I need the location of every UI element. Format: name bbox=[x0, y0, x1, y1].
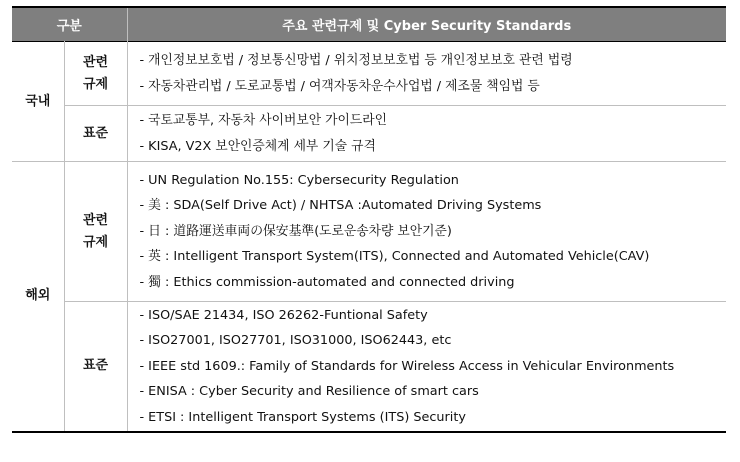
category-label-line: 관련 bbox=[82, 54, 109, 70]
category-label-line: 규제 bbox=[82, 76, 109, 92]
item-list bbox=[140, 108, 727, 159]
list-item: - ISO27001, ISO27701, ISO31000, ISO62443, etc bbox=[139, 333, 452, 348]
category-law bbox=[64, 162, 127, 302]
list-item: - ENISA : Cyber Security and Resilience of smart cars bbox=[139, 384, 479, 399]
content-cell bbox=[127, 42, 726, 106]
region-overseas: 해외 bbox=[12, 162, 64, 432]
list-item: - 英 : Intelligent Transport System(ITS), Connected and Automated Vehicle(CAV) bbox=[139, 249, 650, 265]
category-standard bbox=[64, 302, 127, 432]
content-cell bbox=[127, 162, 726, 302]
category-law bbox=[64, 42, 127, 106]
region-domestic: 국내 bbox=[12, 42, 64, 162]
content-cell bbox=[127, 106, 726, 162]
item-list bbox=[140, 48, 727, 99]
header-content: 주요 관련규제 및 Cyber Security Standards bbox=[127, 7, 726, 42]
content-cell bbox=[127, 302, 726, 432]
overseas-law-row bbox=[12, 162, 726, 302]
list-item: - 日 : 道路運送車両の保安基準(도로운송차량 보안기준) bbox=[139, 223, 452, 239]
list-item: - KISA, V2X 보안인증체계 세부 기술 규격 bbox=[139, 138, 376, 154]
list-item: - 자동차관리법 / 도로교통법 / 여객자동차운수사업법 / 제조물 책임법 등 bbox=[139, 78, 540, 94]
overseas-standard-row bbox=[12, 302, 726, 432]
category-label-line: 표준 bbox=[82, 358, 109, 374]
list-item: - 국토교통부, 자동차 사이버보안 가이드라인 bbox=[139, 113, 387, 128]
category-standard bbox=[64, 106, 127, 162]
domestic-standard-row bbox=[12, 106, 726, 162]
item-list bbox=[140, 168, 727, 296]
list-item: - 개인정보보호법 / 정보통신망법 / 위치정보보호법 등 개인정보보호 관련 법령 bbox=[139, 53, 573, 68]
category-label-line: 관련 bbox=[82, 212, 109, 228]
header-category: 구분 bbox=[12, 7, 127, 42]
list-item: - 獨 : Ethics commission-automated and connected driving bbox=[139, 274, 515, 290]
list-item: - 美 : SDA(Self Drive Act) / NHTSA :Automated Driving Systems bbox=[139, 198, 542, 214]
category-label-line: 표준 bbox=[82, 125, 109, 141]
list-item: - UN Regulation No.155: Cybersecurity Regulation bbox=[139, 172, 459, 188]
list-item: - IEEE std 1609.: Family of Standards for Wireless Access in Vehicular Environments bbox=[139, 358, 675, 374]
item-list bbox=[140, 303, 727, 431]
list-item: - ISO/SAE 21434, ISO 26262-Funtional Safety bbox=[139, 307, 428, 323]
regulations-table bbox=[12, 6, 726, 433]
list-item: - ETSI : Intelligent Transport Systems (ITS) Security bbox=[139, 409, 466, 425]
domestic-law-row bbox=[12, 42, 726, 106]
header-row bbox=[12, 7, 726, 42]
category-label-line: 규제 bbox=[82, 234, 109, 250]
